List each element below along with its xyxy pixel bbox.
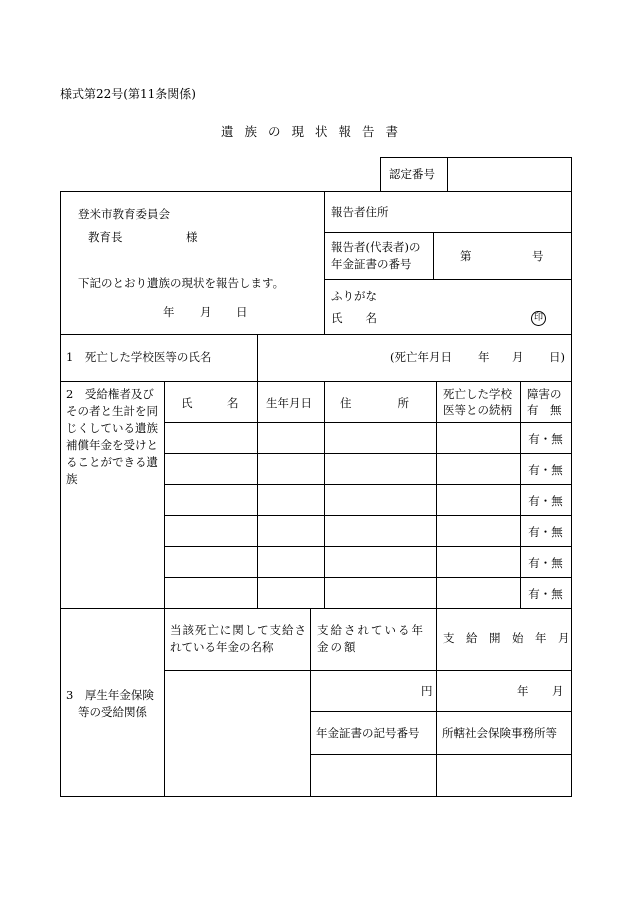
disability-choice[interactable]: 有・無 bbox=[528, 494, 563, 508]
section2-label: 2 受給権者及びその者と生計を同じくしている遺族補償年金を受けとることができる遺族 bbox=[66, 387, 158, 486]
disability-choice[interactable]: 有・無 bbox=[528, 463, 563, 477]
report-statement: 下記のとおり遺族の現状を報告します。 bbox=[78, 276, 285, 290]
board-name: 登米市教育委員会 bbox=[78, 207, 170, 221]
disability-choice[interactable]: 有・無 bbox=[528, 556, 563, 570]
pension-cert-label-1: 報告者(代表者)の bbox=[331, 240, 421, 254]
sama: 様 bbox=[186, 230, 198, 244]
disability-choice[interactable]: 有・無 bbox=[528, 525, 563, 539]
report-date-day: 日 bbox=[236, 305, 248, 319]
pension-cert-label-2: 年金証書の番号 bbox=[331, 257, 412, 271]
death-date-day: 日) bbox=[549, 350, 565, 364]
start-year-unit: 年 bbox=[517, 684, 529, 698]
reporter-address-label: 報告者住所 bbox=[331, 205, 389, 219]
section1-label: 1 死亡した学校医等の氏名 bbox=[66, 350, 212, 364]
col-disability-header-2: 有 無 bbox=[527, 403, 562, 417]
col-relation-header-1: 死亡した学校 bbox=[443, 387, 512, 401]
report-date-year: 年 bbox=[163, 305, 175, 319]
cert-number-value[interactable] bbox=[448, 158, 571, 191]
superintendent: 教育長 bbox=[88, 230, 123, 244]
insurance-office-header: 所轄社会保険事務所等 bbox=[442, 726, 557, 740]
disability-choice[interactable]: 有・無 bbox=[528, 432, 563, 446]
col-birthdate-header: 生年月日 bbox=[266, 396, 312, 410]
pension-amount-header: 支給されている年金の額 bbox=[317, 623, 425, 654]
col-address-header: 住 所 bbox=[340, 396, 409, 410]
col-disability-header-1: 障害の bbox=[527, 387, 562, 401]
pension-cert-go: 号 bbox=[532, 249, 544, 263]
yen-unit: 円 bbox=[421, 684, 433, 698]
death-date-month: 月 bbox=[512, 350, 524, 364]
section3-label-2: 等の受給関係 bbox=[78, 705, 147, 719]
form-number: 様式第22号(第11条関係) bbox=[60, 87, 196, 101]
seal-icon: 印 bbox=[531, 311, 546, 326]
pension-cert-dai: 第 bbox=[460, 249, 472, 263]
report-date-month: 月 bbox=[200, 305, 212, 319]
cert-number-label: 認定番号 bbox=[389, 167, 435, 181]
pension-cert-code-header: 年金証書の記号番号 bbox=[316, 726, 420, 740]
col-relation-header-2: 医等との続柄 bbox=[443, 403, 512, 417]
disability-choice[interactable]: 有・無 bbox=[528, 587, 563, 601]
start-month-unit: 月 bbox=[552, 684, 564, 698]
death-date-open: (死亡年月日 bbox=[390, 350, 452, 364]
pension-start-header: 支 給 開 始 年 月 bbox=[443, 631, 570, 645]
pension-name-header: 当該死亡に関して支給されている年金の名称 bbox=[170, 623, 306, 654]
section3-label-1: 3 厚生年金保険 bbox=[66, 688, 154, 702]
death-date-year: 年 bbox=[478, 350, 490, 364]
document-title: 遺族の現状報告書 bbox=[220, 124, 409, 139]
furigana-label: ふりがな bbox=[331, 289, 377, 303]
reporter-name-label: 氏 名 bbox=[331, 311, 377, 325]
col-name-header: 氏 名 bbox=[181, 396, 239, 410]
